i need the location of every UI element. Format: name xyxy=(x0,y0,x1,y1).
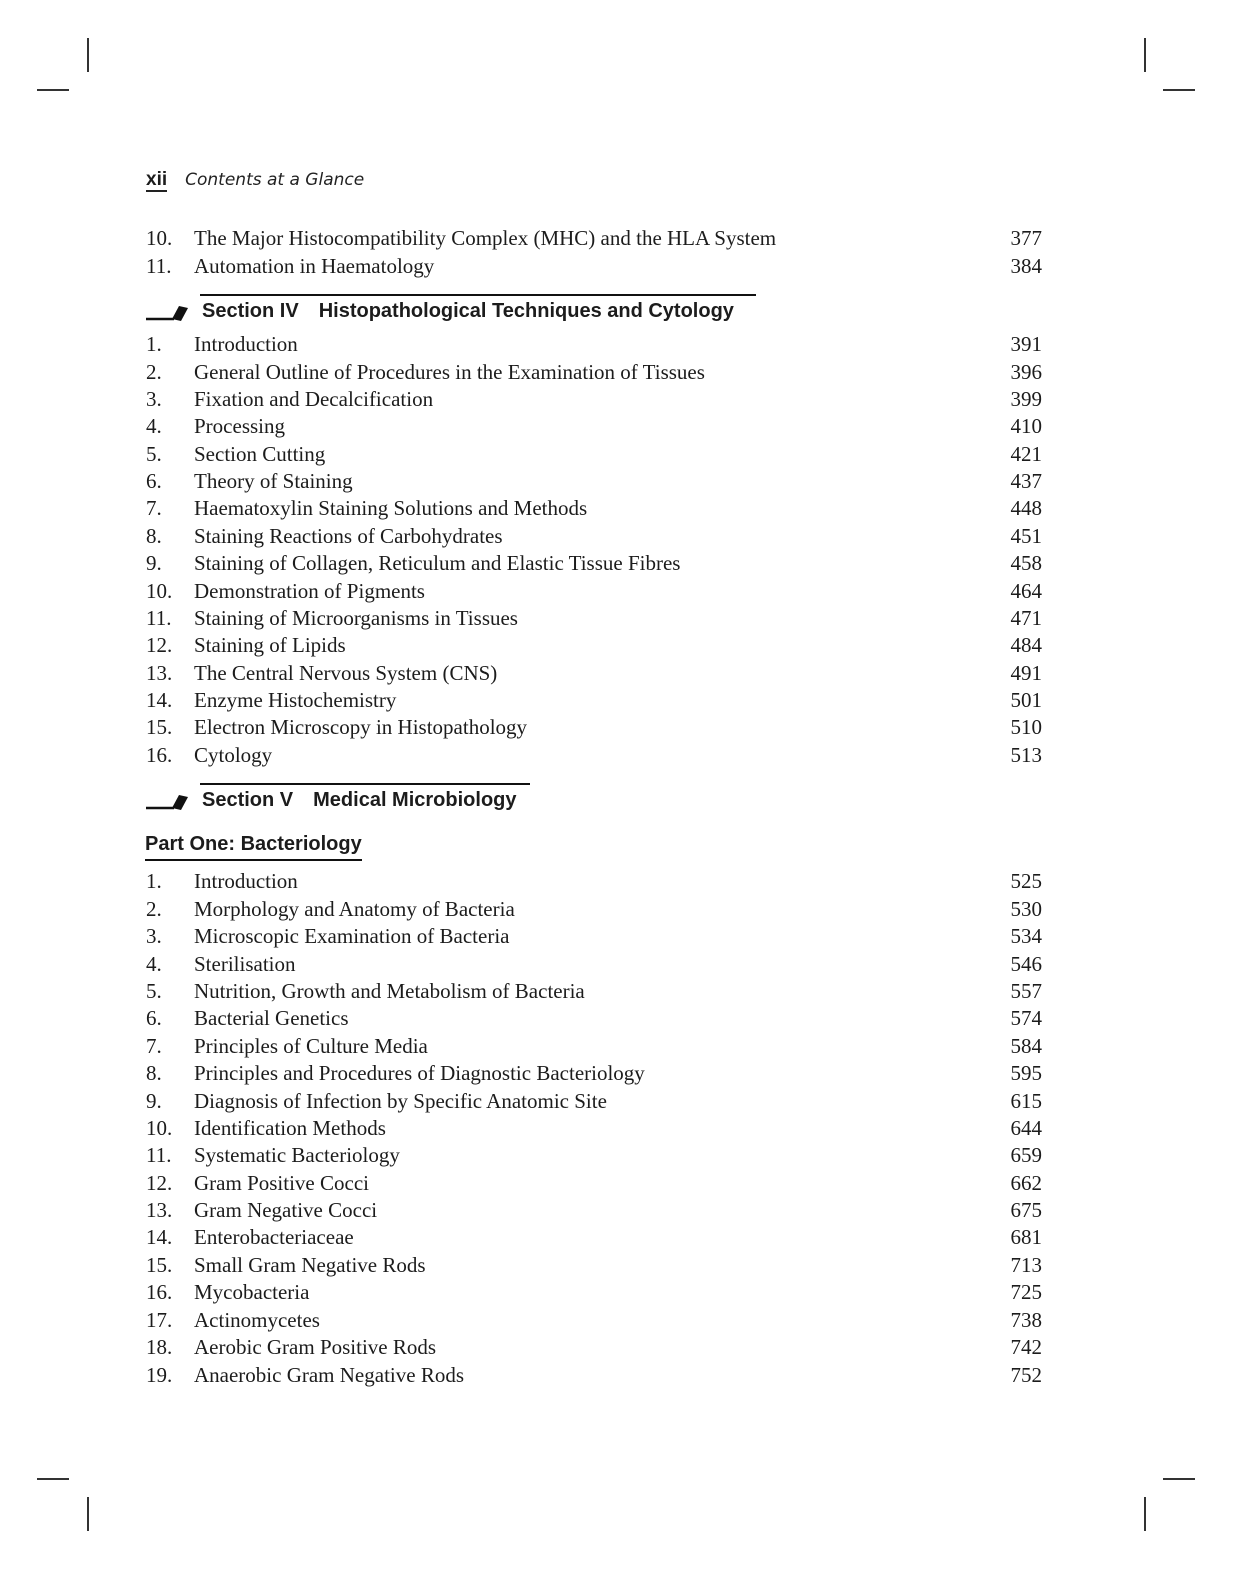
entry-title: Cytology xyxy=(194,743,273,767)
toc-entry xyxy=(146,742,1042,769)
entry-number: 16. xyxy=(146,743,173,767)
entry-page: 534 xyxy=(1010,924,1042,948)
entry-number: 3. xyxy=(146,924,162,948)
toc-entry xyxy=(146,1005,1042,1032)
part-heading: Part One: Bacteriology xyxy=(145,832,362,861)
entry-page: 458 xyxy=(1010,551,1042,575)
entry-title: Theory of Staining xyxy=(194,469,353,493)
entry-title: Demonstration of Pigments xyxy=(194,579,425,603)
entry-number: 5. xyxy=(146,979,162,1003)
entry-page: 742 xyxy=(1010,1335,1042,1359)
entry-number: 12. xyxy=(146,633,173,657)
entry-number: 3. xyxy=(146,387,162,411)
toc-entry xyxy=(146,896,1042,923)
entry-page: 513 xyxy=(1010,743,1042,767)
crop-mark-top-right-horizontal xyxy=(1163,89,1195,91)
section-rule xyxy=(200,294,756,296)
toc-entry xyxy=(146,1224,1042,1251)
entry-page: 574 xyxy=(1010,1006,1042,1030)
entry-page: 501 xyxy=(1010,688,1042,712)
section-label: Section IV xyxy=(202,300,299,322)
entry-title: Introduction xyxy=(194,869,298,893)
crop-mark-top-left-vertical xyxy=(87,38,89,72)
entry-title: The Central Nervous System (CNS) xyxy=(194,661,498,685)
entry-number: 1. xyxy=(146,869,162,893)
entry-number: 4. xyxy=(146,414,162,438)
entry-title: Staining of Lipids xyxy=(194,633,346,657)
entry-number: 2. xyxy=(146,897,162,921)
entry-title: Nutrition, Growth and Metabolism of Bacteria xyxy=(194,979,585,1003)
crop-mark-bottom-left-vertical xyxy=(87,1497,89,1531)
entry-number: 6. xyxy=(146,1006,162,1030)
toc-entry xyxy=(146,714,1042,741)
entry-number: 10. xyxy=(146,226,173,250)
entry-title: Mycobacteria xyxy=(194,1280,310,1304)
entry-page: 396 xyxy=(1010,360,1042,384)
entry-title: Enterobacteriaceae xyxy=(194,1225,354,1249)
entry-page: 391 xyxy=(1010,332,1042,356)
entry-page: 644 xyxy=(1010,1116,1042,1140)
crop-mark-top-left-horizontal xyxy=(37,89,69,91)
entry-number: 10. xyxy=(146,1116,173,1140)
entry-title: Bacterial Genetics xyxy=(194,1006,349,1030)
running-header xyxy=(146,170,364,194)
entry-number: 12. xyxy=(146,1171,173,1195)
toc-entry xyxy=(146,632,1042,659)
entry-number: 18. xyxy=(146,1335,173,1359)
toc-entry xyxy=(146,1307,1042,1334)
toc-entry xyxy=(146,868,1042,895)
toc-entry xyxy=(146,441,1042,468)
entry-page: 557 xyxy=(1010,979,1042,1003)
entry-number: 11. xyxy=(146,1143,172,1167)
section-arrow-icon xyxy=(146,785,194,815)
entry-page: 484 xyxy=(1010,633,1042,657)
entry-title: Microscopic Examination of Bacteria xyxy=(194,924,510,948)
toc-entry xyxy=(146,1279,1042,1306)
entry-title: Section Cutting xyxy=(194,442,326,466)
entry-number: 6. xyxy=(146,469,162,493)
entry-title: Staining Reactions of Carbohydrates xyxy=(194,524,503,548)
section-v-heading xyxy=(146,783,536,817)
entry-page: 595 xyxy=(1010,1061,1042,1085)
entry-page: 659 xyxy=(1010,1143,1042,1167)
toc-entry xyxy=(146,359,1042,386)
entry-number: 13. xyxy=(146,661,173,685)
crop-mark-bottom-right-horizontal xyxy=(1163,1478,1195,1480)
entry-number: 2. xyxy=(146,360,162,384)
entry-page: 448 xyxy=(1010,496,1042,520)
toc-entry xyxy=(146,1334,1042,1361)
entry-title: General Outline of Procedures in the Examination of Tissues xyxy=(194,360,705,384)
entry-page: 530 xyxy=(1010,897,1042,921)
entry-page: 615 xyxy=(1010,1089,1042,1113)
entry-number: 9. xyxy=(146,551,162,575)
entry-page: 584 xyxy=(1010,1034,1042,1058)
toc-entry xyxy=(146,1060,1042,1087)
entry-number: 11. xyxy=(146,254,172,278)
entry-title: Aerobic Gram Positive Rods xyxy=(194,1335,437,1359)
entry-title: Staining of Microorganisms in Tissues xyxy=(194,606,518,630)
entry-number: 7. xyxy=(146,1034,162,1058)
entry-title: Enzyme Histochemistry xyxy=(194,688,397,712)
entry-page: 525 xyxy=(1010,869,1042,893)
entry-page: 491 xyxy=(1010,661,1042,685)
entry-page: 451 xyxy=(1010,524,1042,548)
entry-number: 17. xyxy=(146,1308,173,1332)
entry-page: 675 xyxy=(1010,1198,1042,1222)
toc-entry xyxy=(146,550,1042,577)
crop-mark-bottom-left-horizontal xyxy=(37,1478,69,1480)
toc-entry xyxy=(146,1088,1042,1115)
entry-page: 510 xyxy=(1010,715,1042,739)
toc-entry xyxy=(146,1142,1042,1169)
section-title: Medical Microbiology xyxy=(313,789,517,811)
entry-title: Automation in Haematology xyxy=(194,254,435,278)
toc-entry xyxy=(146,951,1042,978)
entry-number: 15. xyxy=(146,715,173,739)
entry-number: 11. xyxy=(146,606,172,630)
entry-title: Sterilisation xyxy=(194,952,296,976)
entry-page: 681 xyxy=(1010,1225,1042,1249)
entry-number: 1. xyxy=(146,332,162,356)
entry-number: 4. xyxy=(146,952,162,976)
running-title: Contents at a Glance xyxy=(185,170,365,190)
entry-title: Gram Positive Cocci xyxy=(194,1171,369,1195)
entry-number: 19. xyxy=(146,1363,173,1387)
entry-title: Diagnosis of Infection by Specific Anatomic Site xyxy=(194,1089,607,1113)
entry-title: Staining of Collagen, Reticulum and Elastic Tissue Fibres xyxy=(194,551,681,575)
toc-entry xyxy=(146,687,1042,714)
entry-number: 5. xyxy=(146,442,162,466)
entry-title: Haematoxylin Staining Solutions and Methods xyxy=(194,496,588,520)
entry-page: 410 xyxy=(1010,414,1042,438)
toc-entry xyxy=(146,1252,1042,1279)
entry-title: Fixation and Decalcification xyxy=(194,387,434,411)
entry-number: 16. xyxy=(146,1280,173,1304)
toc-entry xyxy=(146,605,1042,632)
entry-title: Morphology and Anatomy of Bacteria xyxy=(194,897,515,921)
toc-entry xyxy=(146,253,1042,280)
section-iv-heading xyxy=(146,294,758,328)
toc-entry xyxy=(146,495,1042,522)
entry-number: 10. xyxy=(146,579,173,603)
entry-title: Electron Microscopy in Histopathology xyxy=(194,715,528,739)
entry-page: 384 xyxy=(1010,254,1042,278)
entry-number: 13. xyxy=(146,1198,173,1222)
entry-number: 15. xyxy=(146,1253,173,1277)
entry-page: 662 xyxy=(1010,1171,1042,1195)
entry-page: 752 xyxy=(1010,1363,1042,1387)
toc-entry xyxy=(146,1115,1042,1142)
toc-entry xyxy=(146,468,1042,495)
entry-title: Systematic Bacteriology xyxy=(194,1143,400,1167)
toc-entry xyxy=(146,413,1042,440)
entry-title: Actinomycetes xyxy=(194,1308,320,1332)
section-label: Section V xyxy=(202,789,294,811)
toc-entry xyxy=(146,331,1042,358)
entry-title: The Major Histocompatibility Complex (MHC) and the HLA System xyxy=(194,226,777,250)
crop-mark-top-right-vertical xyxy=(1144,38,1146,72)
toc-entry xyxy=(146,578,1042,605)
entry-title: Small Gram Negative Rods xyxy=(194,1253,426,1277)
entry-number: 14. xyxy=(146,688,173,712)
toc-entry xyxy=(146,523,1042,550)
section-rule xyxy=(200,783,530,785)
entry-page: 713 xyxy=(1010,1253,1042,1277)
toc-entry xyxy=(146,978,1042,1005)
toc-entry xyxy=(146,386,1042,413)
entry-page: 464 xyxy=(1010,579,1042,603)
toc-entry xyxy=(146,1170,1042,1197)
toc-entry xyxy=(146,923,1042,950)
entry-title: Identification Methods xyxy=(194,1116,386,1140)
entry-number: 14. xyxy=(146,1225,173,1249)
entry-number: 7. xyxy=(146,496,162,520)
section-arrow-icon xyxy=(146,296,194,326)
entry-page: 377 xyxy=(1010,226,1042,250)
section-title: Histopathological Techniques and Cytology xyxy=(318,300,734,322)
entry-title: Anaerobic Gram Negative Rods xyxy=(194,1363,464,1387)
entry-page: 421 xyxy=(1010,442,1042,466)
toc-entry xyxy=(146,660,1042,687)
entry-title: Introduction xyxy=(194,332,298,356)
page-number: xii xyxy=(146,169,168,190)
entry-page: 399 xyxy=(1010,387,1042,411)
toc-entry xyxy=(146,1033,1042,1060)
toc-entry xyxy=(146,1197,1042,1224)
entry-number: 9. xyxy=(146,1089,162,1113)
toc-entry xyxy=(146,1362,1042,1389)
entry-number: 8. xyxy=(146,524,162,548)
entry-page: 725 xyxy=(1010,1280,1042,1304)
entry-page: 471 xyxy=(1010,606,1042,630)
entry-title: Gram Negative Cocci xyxy=(194,1198,378,1222)
entry-title: Principles and Procedures of Diagnostic Bacteriology xyxy=(194,1061,645,1085)
entry-page: 546 xyxy=(1010,952,1042,976)
entry-title: Principles of Culture Media xyxy=(194,1034,428,1058)
entry-page: 738 xyxy=(1010,1308,1042,1332)
entry-title: Processing xyxy=(194,414,285,438)
toc-entry xyxy=(146,225,1042,252)
entry-number: 8. xyxy=(146,1061,162,1085)
crop-mark-bottom-right-vertical xyxy=(1144,1497,1146,1531)
entry-page: 437 xyxy=(1010,469,1042,493)
